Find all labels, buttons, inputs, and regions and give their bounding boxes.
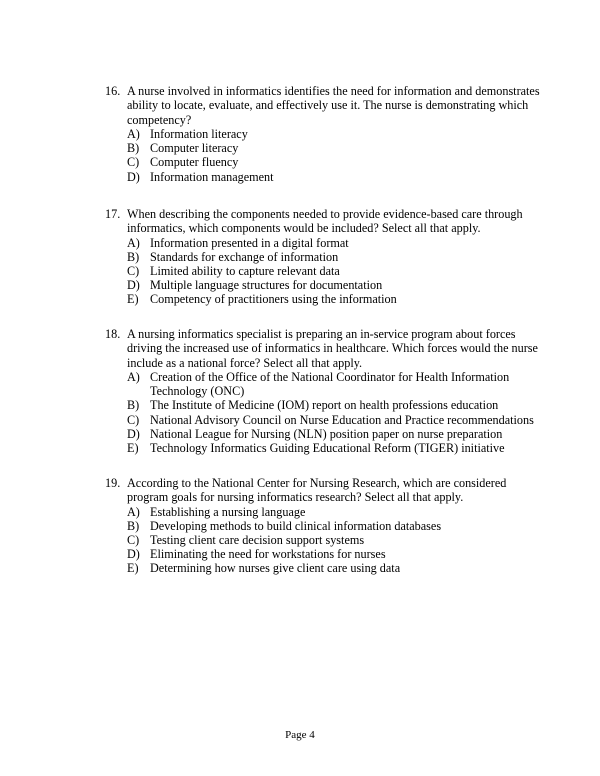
answer-option: [105, 427, 545, 441]
option-letter: A): [127, 126, 140, 141]
question-18: [105, 327, 545, 455]
answer-option: [105, 155, 545, 169]
option-letter: A): [127, 369, 140, 384]
answer-option: [105, 141, 545, 155]
answer-option: [105, 533, 545, 547]
option-text: Establishing a nursing language: [150, 504, 306, 519]
answer-option: [105, 127, 545, 141]
option-text: National League for Nursing (NLN) position paper on nurse preparation: [150, 426, 503, 441]
answer-option: [105, 370, 545, 398]
question-text: According to the National Center for Nursing Research, which are considered program goals for nursing informatics research? Select all that apply.: [127, 476, 507, 505]
question-stem: [105, 84, 545, 127]
option-text: Multiple language structures for documentation: [150, 278, 383, 293]
question-text: A nursing informatics specialist is preparing an in-service program about forces driving the increased use of informatics in healthcare. Which forces would the nurse include as a national force? Select all that apply.: [127, 327, 538, 370]
answer-option: [105, 547, 545, 561]
option-text: Competency of practitioners using the information: [150, 292, 397, 307]
answer-option: [105, 398, 545, 412]
option-text: Creation of the Office of the National Coordinator for Health Information Technology (ONC): [150, 369, 510, 399]
option-letter: D): [127, 278, 140, 293]
option-letter: C): [127, 412, 140, 427]
option-text: Determining how nurses give client care using data: [150, 561, 401, 576]
answer-option: [105, 170, 545, 184]
answer-option: [105, 236, 545, 250]
option-text: Limited ability to capture relevant data: [150, 264, 340, 278]
answer-option: [105, 441, 545, 455]
answer-option: [105, 561, 545, 575]
question-17: [105, 207, 545, 307]
question-number: 18.: [105, 327, 121, 341]
question-16: [105, 84, 545, 184]
option-letter: C): [127, 533, 140, 547]
option-letter: A): [127, 504, 140, 519]
option-letter: E): [127, 292, 139, 307]
page-number: Page 4: [285, 729, 315, 741]
option-text: Information management: [150, 169, 274, 184]
option-text: National Advisory Council on Nurse Education and Practice recommendations: [150, 412, 534, 427]
option-letter: B): [127, 518, 140, 533]
question-text: When describing the components needed to provide evidence-based care through informatics, which components would be included? Select all that apply.: [127, 207, 523, 236]
question-number: 19.: [105, 476, 121, 490]
option-letter: B): [127, 141, 140, 156]
answer-option: [105, 292, 545, 306]
answer-option: [105, 278, 545, 292]
option-letter: C): [127, 264, 140, 278]
option-text: Computer fluency: [150, 155, 239, 170]
answer-option: [105, 519, 545, 533]
option-letter: D): [127, 547, 140, 562]
answer-option: [105, 413, 545, 427]
option-letter: A): [127, 235, 140, 250]
answer-option: [105, 250, 545, 264]
option-text: The Institute of Medicine (IOM) report on health professions education: [150, 398, 499, 413]
question-number: 16.: [105, 84, 121, 98]
answer-option: [105, 505, 545, 519]
option-text: Developing methods to build clinical information databases: [150, 518, 442, 533]
question-stem: [105, 207, 545, 236]
question-stem: [105, 327, 545, 370]
option-text: Testing client care decision support systems: [150, 533, 365, 547]
option-letter: B): [127, 398, 140, 413]
option-letter: C): [127, 155, 140, 170]
option-letter: E): [127, 561, 139, 576]
option-letter: D): [127, 169, 140, 184]
answer-option: [105, 264, 545, 278]
question-19: [105, 476, 545, 576]
option-text: Standards for exchange of information: [150, 249, 339, 264]
option-text: Technology Informatics Guiding Educational Reform (TIGER) initiative: [150, 440, 505, 455]
option-text: Computer literacy: [150, 141, 239, 156]
option-text: Eliminating the need for workstations for nurses: [150, 547, 386, 562]
option-text: Information literacy: [150, 126, 248, 141]
question-text: A nurse involved in informatics identifies the need for information and demonstrates ability to locate, evaluate, and effectively use it. The nurse is demonstrating which competency?: [127, 84, 540, 127]
question-number: 17.: [105, 207, 121, 221]
option-text: Information presented in a digital format: [150, 235, 349, 250]
option-letter: D): [127, 426, 140, 441]
option-letter: E): [127, 440, 139, 455]
question-stem: [105, 476, 545, 505]
option-letter: B): [127, 249, 140, 264]
